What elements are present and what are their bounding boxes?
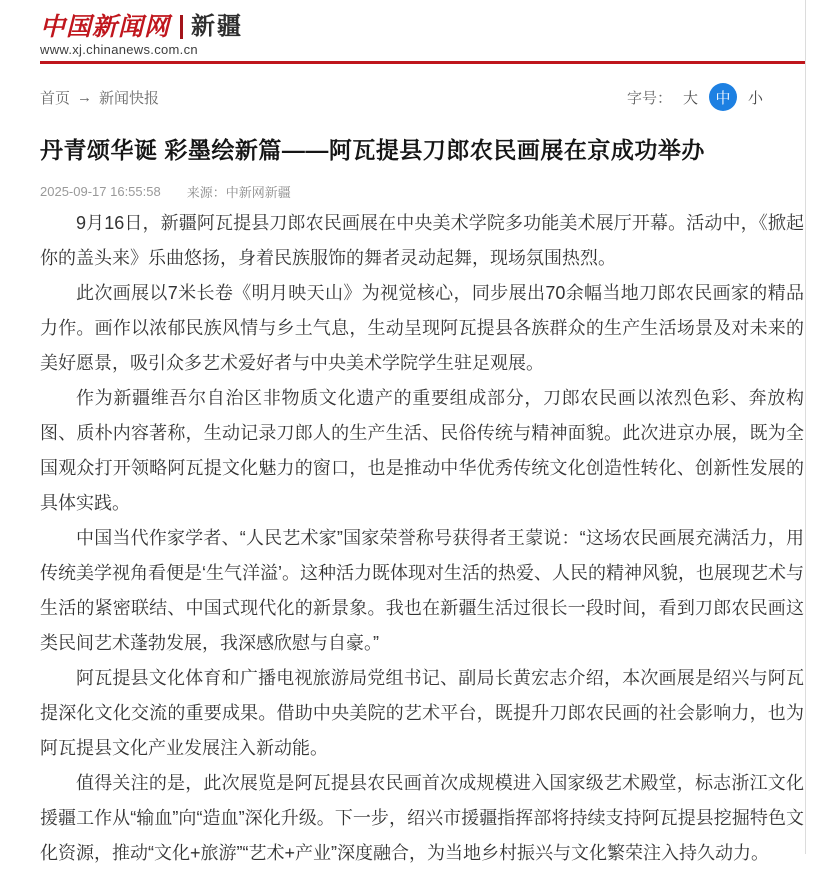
article-paragraph: 阿瓦提县文化体育和广播电视旅游局党组书记、副局长黄宏志介绍，本次画展是绍兴与阿瓦提深化文化交流的重要成果。借助中央美院的艺术平台，既提升刀郎农民画的社会影响力，也为阿瓦提县文化产业发展注入新动能。	[40, 668, 804, 759]
logo-region-text: 新疆	[191, 13, 244, 40]
font-size-medium-button[interactable]: 中	[709, 83, 737, 111]
breadcrumb-home-link[interactable]: 首页	[40, 89, 71, 107]
article-body	[40, 206, 805, 871]
article-title: 丹青颂华诞 彩墨绘新篇——阿瓦提县刀郎农民画展在京成功举办	[40, 137, 705, 163]
site-url-text: www.xj.chinanews.com.cn	[40, 42, 198, 57]
source-name: 中新网新疆	[225, 185, 291, 201]
header-divider-line	[40, 61, 805, 64]
article-source	[187, 182, 291, 201]
font-size-label: 字号：	[626, 89, 672, 107]
article-paragraph: 作为新疆维吾尔自治区非物质文化遗产的重要组成部分，刀郎农民画以浓烈色彩、奔放构图、质朴内容著称，生动记录刀郎人的生产生活、民俗传统与精神面貌。此次进京办展，既为全国观众打开领略阿瓦提文化魅力的窗口，也是推动中华优秀传统文化创造性转化、创新性发展的具体实践。	[40, 388, 804, 514]
breadcrumb	[40, 87, 159, 108]
logo-divider	[180, 15, 183, 39]
article-paragraph: 中国当代作家学者、“人民艺术家”国家荣誉称号获得者王蒙说：“这场农民画展充满活力，用传统美学视角看便是‘生气洋溢’。这种活力既体现对生活的热爱、人民的精神风貌，也展现艺术与生活的紧密联结、中国式现代化的新景象。我也在新疆生活过很长一段时间，看到刀郎农民画这类民间艺术蓬勃发展，我深感欣慰与自豪。”	[40, 528, 804, 654]
breadcrumb-current-link[interactable]: 新闻快报	[99, 89, 160, 107]
publish-time: 2025-09-17 16:55:58	[40, 184, 161, 200]
site-logo[interactable]	[40, 13, 805, 57]
article-paragraph: 此次画展以7米长卷《明月映天山》为视觉核心，同步展出70余幅当地刀郎农民画家的精品力作。画作以浓郁民族风情与乡土气息，生动呈现阿瓦提县各族群众的生产生活场景及对未来的美好愿景，吸引众多艺术爱好者与中央美术学院学生驻足观展。	[40, 283, 804, 374]
font-size-small-button[interactable]: 小	[747, 89, 763, 107]
logo-brand-text: 中国新闻网	[40, 12, 171, 41]
article-paragraph: 值得关注的是，此次展览是阿瓦提县农民画首次成规模进入国家级艺术殿堂，标志浙江文化援疆工作从“输血”向“造血”深化升级。下一步，绍兴市援疆指挥部将持续支持阿瓦提县挖掘特色文化资源，推动“文化+旅游”“艺术+产业”深度融合，为当地乡村振兴与文化繁荣注入持久动力。	[40, 773, 804, 864]
article-meta	[40, 182, 805, 201]
breadcrumb-arrow-icon: →	[77, 88, 93, 106]
source-label: 来源：	[186, 185, 226, 201]
font-size-control	[627, 83, 763, 111]
logo-row	[40, 13, 805, 41]
toolbar-row	[40, 82, 805, 112]
article-paragraph: 9月16日，新疆阿瓦提县刀郎农民画展在中央美术学院多功能美术展厅开幕。活动中，《掀起你的盖头来》乐曲悠扬，身着民族服饰的舞者灵动起舞，现场氛围热烈。	[40, 213, 804, 269]
font-size-large-button[interactable]: 大	[682, 89, 698, 107]
